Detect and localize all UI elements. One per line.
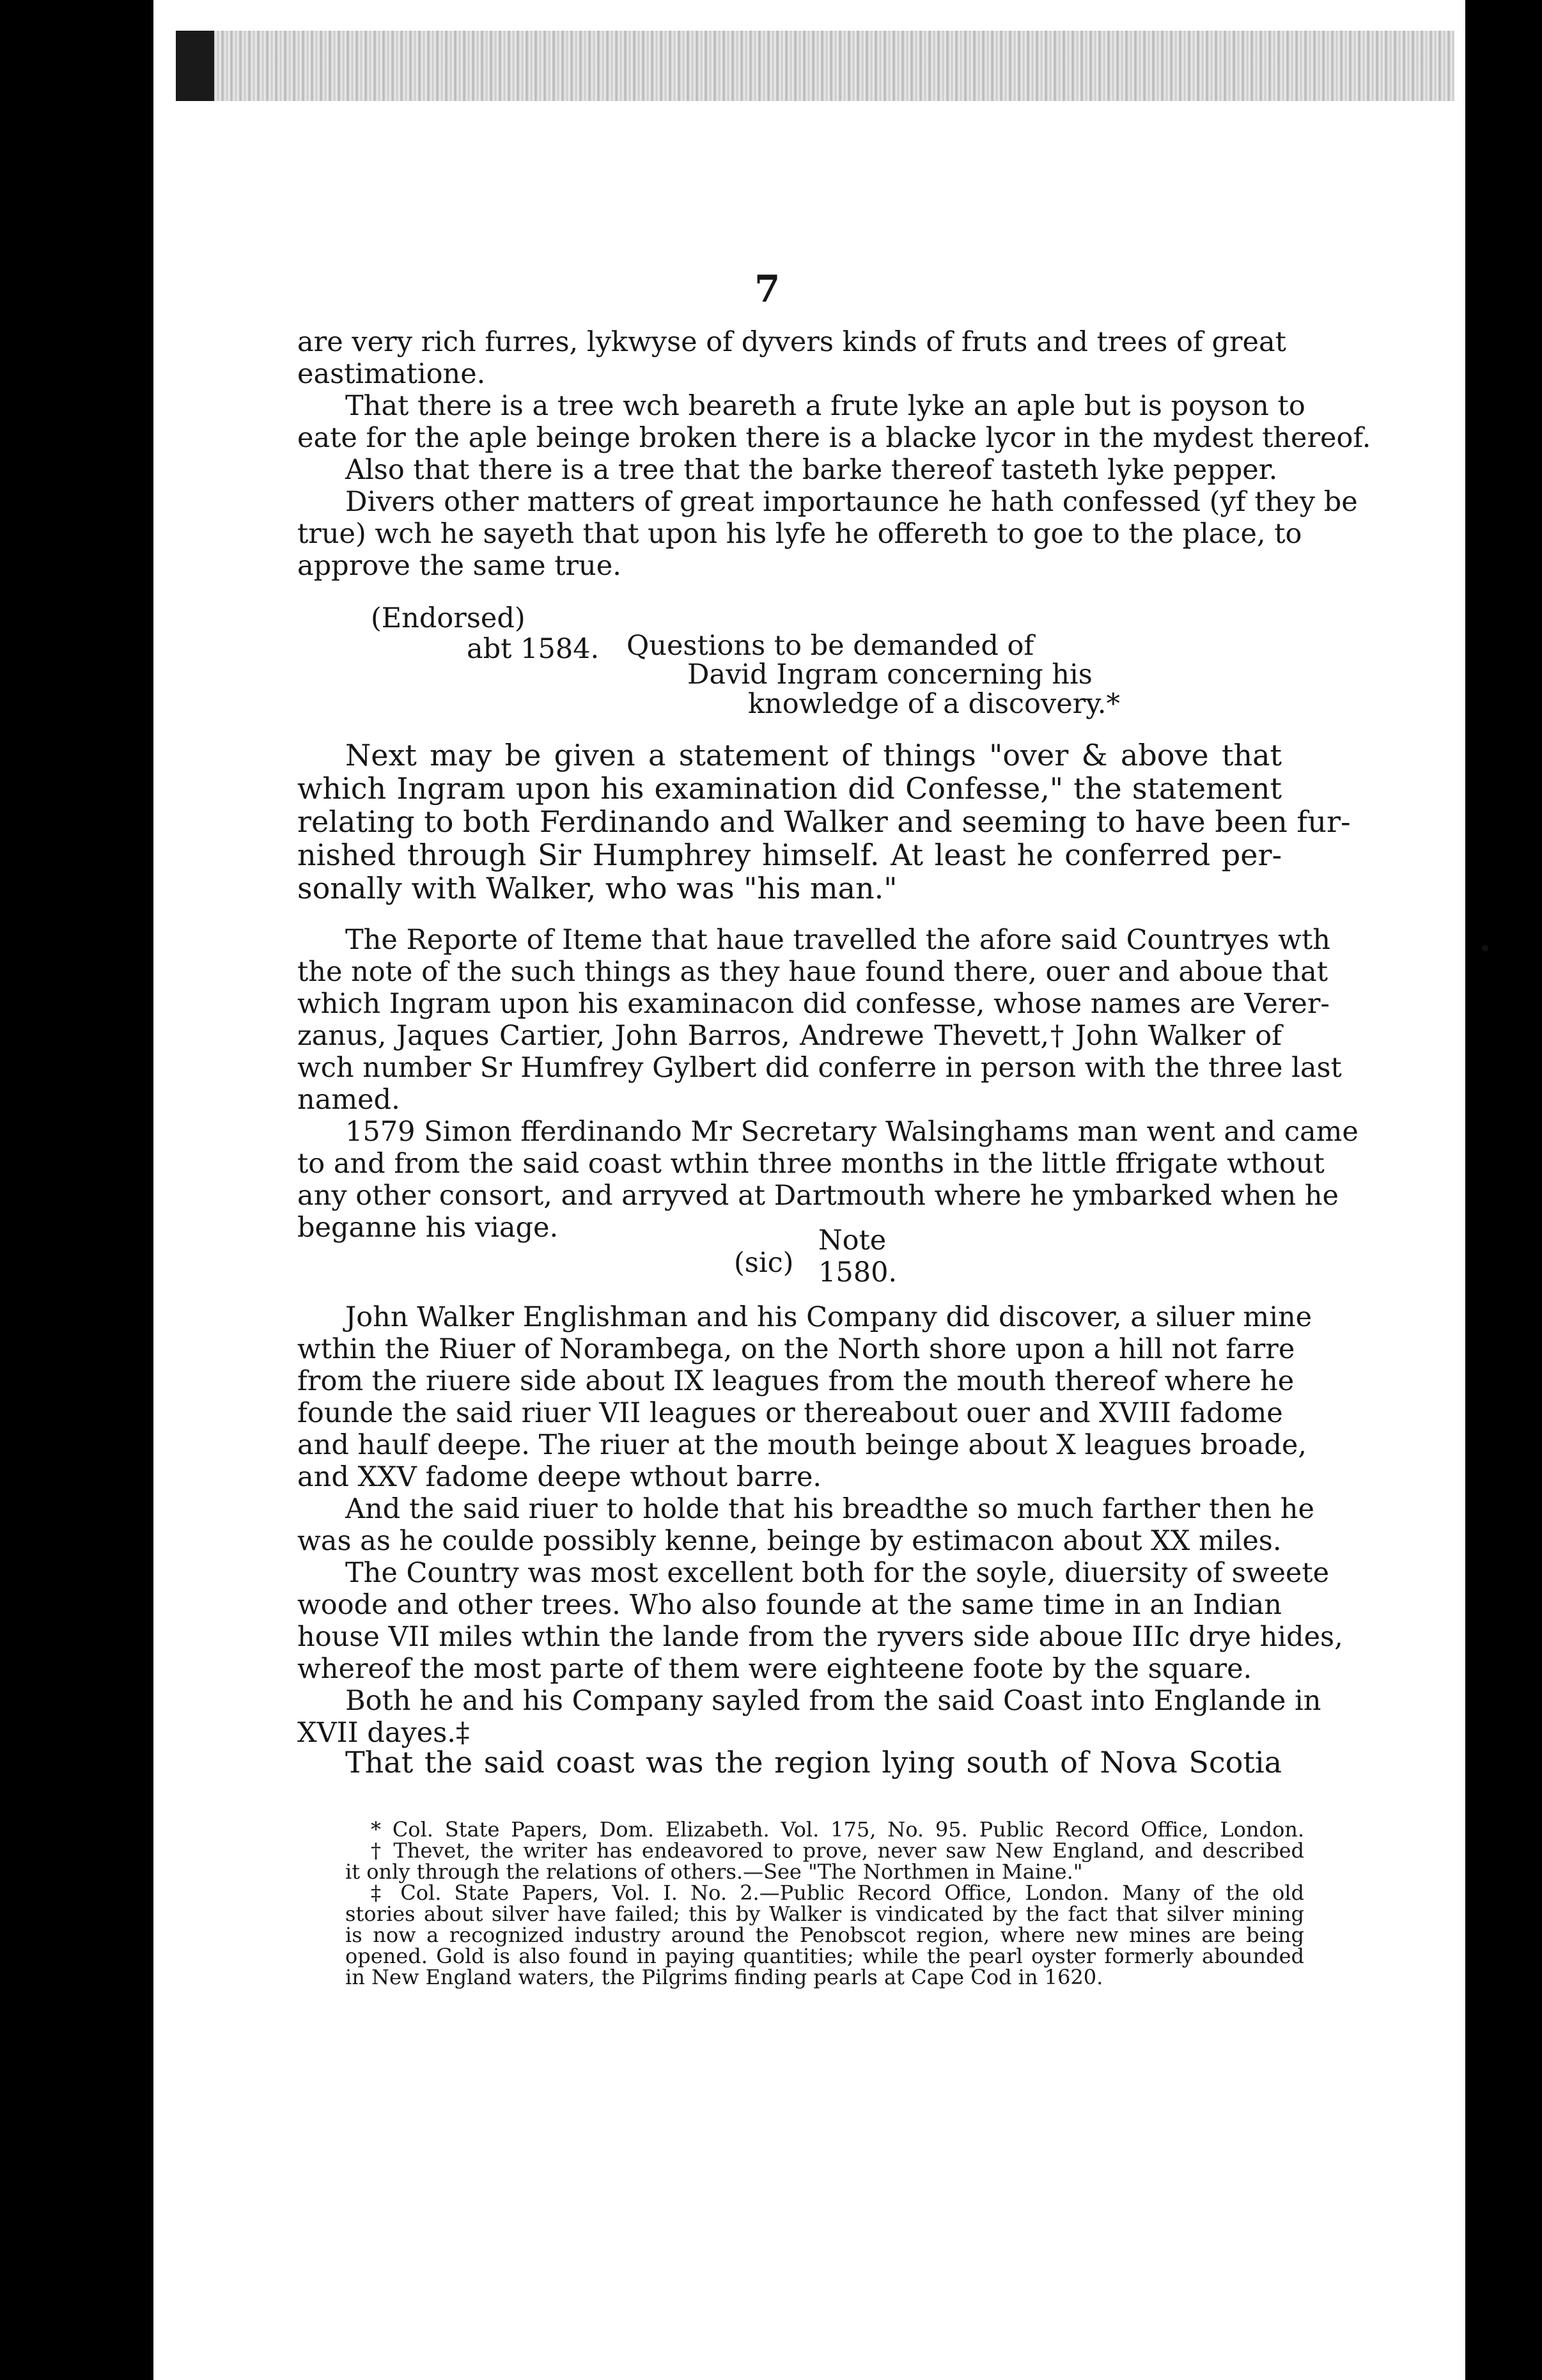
text-line: Also that there is a tree that the barke thereof tasteth lyke pepper.: [345, 454, 1278, 486]
text-line: wch number Sr Humfrey Gylbert did conferre in person with the three last: [297, 1052, 1342, 1084]
scan-speck: [1482, 945, 1488, 951]
text-line: whereof the most parte of them were eighteene foote by the square.: [297, 1653, 1252, 1685]
footnote-line: is now a recognized industry around the Penobscot region, where new mines are being: [345, 1923, 1304, 1947]
page-number: 7: [754, 267, 781, 311]
text-line: sonally with Walker, who was "his man.": [297, 871, 898, 905]
text-line: XVII dayes.‡: [297, 1717, 470, 1749]
text-line: named.: [297, 1084, 400, 1116]
closing-line: That the said coast was the region lying south of Nova Scotia: [345, 1745, 1282, 1780]
text-line: which Ingram upon his examination did Confesse," the statement: [297, 771, 1282, 806]
endorsed-label: (Endorsed): [371, 602, 526, 634]
paragraph-block-4: [297, 1301, 1343, 1749]
scan-border-left: [0, 0, 153, 2380]
text-line: approve the same true.: [297, 550, 621, 582]
text-line: the note of the such things as they haue found there, ouer and aboue that: [297, 956, 1328, 988]
text-line: 1579 Simon fferdinando Mr Secretary Walsinghams man went and came: [345, 1116, 1359, 1148]
text-line: John Walker Englishman and his Company did discover, a siluer mine: [345, 1301, 1312, 1333]
text-line: wthin the Riuer of Norambega, on the North shore upon a hill not farre: [297, 1333, 1295, 1365]
text-line: are very rich furres, lykwyse of dyvers kinds of fruts and trees of great: [297, 326, 1286, 358]
text-line: woode and other trees. Who also founde at the same time in an Indian: [297, 1589, 1282, 1621]
text-line: beganne his viage.: [297, 1212, 559, 1244]
scan-border-right: [1465, 0, 1542, 2380]
paragraph-block-2: [297, 738, 1351, 905]
text-line: from the riuere side about IX leagues from the mouth thereof where he: [297, 1365, 1295, 1397]
text-line: founde the said riuer VII leagues or thereabout ouer and XVIII fadome: [297, 1397, 1283, 1429]
text-line: any other consort, and arryved at Dartmouth where he ymbarked when he: [297, 1180, 1339, 1212]
text-line: and XXV fadome deepe wthout barre.: [297, 1461, 822, 1493]
text-line: which Ingram upon his examinacon did confesse, whose names are Verer-: [297, 988, 1330, 1020]
paragraph-block-1: [297, 326, 1371, 582]
text-line: Both he and his Company sayled from the said Coast into Englande in: [345, 1685, 1321, 1717]
text-line: nished through Sir Humphrey himself. At least he conferred per-: [297, 838, 1282, 872]
footnote-line: ‡ Col. State Papers, Vol. I. No. 2.—Public Record Office, London. Many of the old: [371, 1881, 1304, 1905]
text-line: eastimatione.: [297, 358, 486, 390]
text-line: Next may be given a statement of things "over & above that: [345, 738, 1282, 772]
text-line: house VII miles wthin the lande from the ryvers side aboue IIIc drye hides,: [297, 1621, 1343, 1653]
text-line: relating to both Ferdinando and Walker and seeming to have been fur-: [297, 804, 1351, 839]
text-line: That there is a tree wch beareth a frute lyke an aple but is poyson to: [345, 390, 1305, 422]
footnote-line: opened. Gold is also found in paying quantities; while the pearl oyster formerly abounded: [345, 1944, 1304, 1968]
endorsed-title-line: knowledge of a discovery.*: [748, 688, 1120, 720]
scan-artifact-mark: [176, 31, 214, 101]
closing-line-block: [297, 1746, 1282, 1779]
text-line: eate for the aple beinge broken there is a blacke lycor in the mydest thereof.: [297, 422, 1371, 454]
text-line: The Country was most excellent both for the soyle, diuersity of sweete: [345, 1557, 1330, 1589]
text-line: The Reporte of Iteme that haue travelled the afore said Countryes wth: [345, 924, 1330, 956]
note-label: Note: [818, 1225, 887, 1257]
sic-mark: (sic): [734, 1247, 794, 1279]
endorsed-title-line: David Ingram concerning his: [687, 659, 1093, 691]
footnote-line: stories about silver have failed; this by Walker is vindicated by the fact that silver mining: [345, 1902, 1304, 1926]
footnote-line: it only through the relations of others.—See "The Northmen in Maine.": [345, 1859, 1083, 1884]
footnote-line: in New England waters, the Pilgrims finding pearls at Cape Cod in 1620.: [345, 1965, 1103, 1989]
text-line: and haulf deepe. The riuer at the mouth beinge about X leagues broade,: [297, 1429, 1307, 1461]
text-line: was as he coulde possibly kenne, beinge by estimacon about XX miles.: [297, 1525, 1282, 1557]
text-line: true) wch he sayeth that upon his lyfe he offereth to goe to the place, to: [297, 518, 1302, 550]
footnote-line: * Col. State Papers, Dom. Elizabeth. Vol. 175, No. 95. Public Record Office, London.: [371, 1817, 1304, 1842]
note-year: 1580.: [818, 1257, 898, 1288]
text-line: Divers other matters of great importaunce he hath confessed (yf they be: [345, 486, 1358, 518]
footnotes: [345, 1819, 1304, 1988]
text-line: And the said riuer to holde that his breadthe so much farther then he: [345, 1493, 1314, 1525]
endorsed-date: abt 1584.: [467, 633, 600, 665]
scan-artifact-strip: [176, 31, 1454, 101]
footnote-line: † Thevet, the writer has endeavored to prove, never saw New England, and described: [371, 1838, 1304, 1863]
paragraph-block-3: [297, 924, 1359, 1244]
text-line: zanus, Jaques Cartier, John Barros, Andrewe Thevett,† John Walker of: [297, 1020, 1282, 1052]
endorsed-title-line: Questions to be demanded of: [627, 630, 1034, 662]
text-line: to and from the said coast wthin three months in the little ffrigate wthout: [297, 1148, 1325, 1180]
